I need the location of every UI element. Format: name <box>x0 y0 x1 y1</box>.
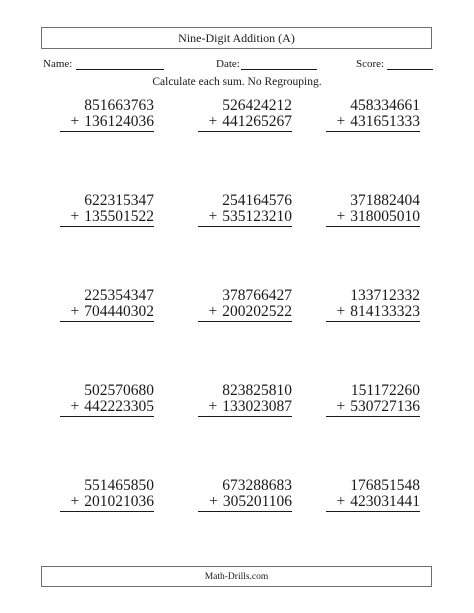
addition-problem <box>198 193 292 227</box>
bottom-addend: 814133323 <box>350 303 420 320</box>
bottom-addend-row <box>198 209 292 227</box>
top-addend: 851663763 <box>84 97 154 114</box>
bottom-addend-row <box>198 304 292 322</box>
top-addend: 133712332 <box>350 287 420 304</box>
addition-problem <box>60 383 154 417</box>
bottom-addend: 133023087 <box>222 398 292 415</box>
addition-problem <box>60 288 154 322</box>
plus-sign: + <box>208 303 218 320</box>
top-addend: 502570680 <box>84 382 154 399</box>
name-label: Name: <box>43 58 73 70</box>
date-label: Date: <box>216 58 240 70</box>
bottom-addend: 423031441 <box>350 493 420 510</box>
top-addend: 551465850 <box>84 477 154 494</box>
plus-sign: + <box>70 398 80 415</box>
date-field-line[interactable] <box>241 69 317 70</box>
score-label: Score: <box>356 58 385 70</box>
addition-problem <box>198 288 292 322</box>
addition-problem <box>198 478 292 512</box>
bottom-addend: 530727136 <box>350 398 420 415</box>
plus-sign: + <box>336 113 346 130</box>
addition-problem <box>60 193 154 227</box>
bottom-addend-row <box>326 494 420 512</box>
plus-sign: + <box>70 208 80 225</box>
addition-problem <box>326 383 420 417</box>
bottom-addend-row <box>198 399 292 417</box>
top-addend: 378766427 <box>222 287 292 304</box>
bottom-addend: 136124036 <box>84 113 154 130</box>
top-addend: 225354347 <box>84 287 154 304</box>
plus-sign: + <box>336 493 346 510</box>
bottom-addend-row <box>198 114 292 132</box>
bottom-addend-row <box>60 304 154 322</box>
bottom-addend-row <box>326 209 420 227</box>
bottom-addend-row <box>60 494 154 512</box>
top-addend: 823825810 <box>222 382 292 399</box>
bottom-addend: 441265267 <box>222 113 292 130</box>
plus-sign: + <box>208 208 218 225</box>
top-addend: 254164576 <box>222 192 292 209</box>
bottom-addend-row <box>198 494 292 512</box>
top-addend: 371882404 <box>350 192 420 209</box>
bottom-addend: 305201106 <box>222 493 292 510</box>
addition-problem <box>60 478 154 512</box>
plus-sign: + <box>70 493 80 510</box>
plus-sign: + <box>336 303 346 320</box>
addition-problem <box>326 478 420 512</box>
addition-problem <box>60 98 154 132</box>
bottom-addend-row <box>60 209 154 227</box>
addition-problem <box>326 288 420 322</box>
plus-sign: + <box>70 303 80 320</box>
top-addend: 176851548 <box>350 477 420 494</box>
bottom-addend-row <box>326 304 420 322</box>
bottom-addend: 201021036 <box>84 493 154 510</box>
bottom-addend-row <box>326 399 420 417</box>
plus-sign: + <box>336 208 346 225</box>
bottom-addend-row <box>60 399 154 417</box>
addition-problem <box>326 193 420 227</box>
top-addend: 458334661 <box>350 97 420 114</box>
addition-problem <box>198 98 292 132</box>
footer-credit: Math-Drills.com <box>41 566 432 587</box>
plus-sign: + <box>336 398 346 415</box>
top-addend: 151172260 <box>350 382 420 399</box>
top-addend: 622315347 <box>84 192 154 209</box>
bottom-addend: 135501522 <box>84 208 154 225</box>
instructions: Calculate each sum. No Regrouping. <box>152 76 322 88</box>
bottom-addend-row <box>60 114 154 132</box>
addition-problem <box>198 383 292 417</box>
addition-problem <box>326 98 420 132</box>
bottom-addend: 535123210 <box>222 208 292 225</box>
bottom-addend: 431651333 <box>350 113 420 130</box>
bottom-addend-row <box>326 114 420 132</box>
bottom-addend: 200202522 <box>222 303 292 320</box>
bottom-addend: 442223305 <box>84 398 154 415</box>
plus-sign: + <box>208 113 218 130</box>
plus-sign: + <box>208 398 218 415</box>
plus-sign: + <box>209 493 218 510</box>
bottom-addend: 704440302 <box>84 303 154 320</box>
top-addend: 673288683 <box>222 477 292 494</box>
top-addend: 526424212 <box>222 97 292 114</box>
bottom-addend: 318005010 <box>350 208 420 225</box>
student-info-row <box>43 57 433 73</box>
score-field-line[interactable] <box>387 69 433 70</box>
plus-sign: + <box>70 113 80 130</box>
worksheet-title: Nine-Digit Addition (A) <box>41 27 432 49</box>
name-field-line[interactable] <box>76 69 164 70</box>
